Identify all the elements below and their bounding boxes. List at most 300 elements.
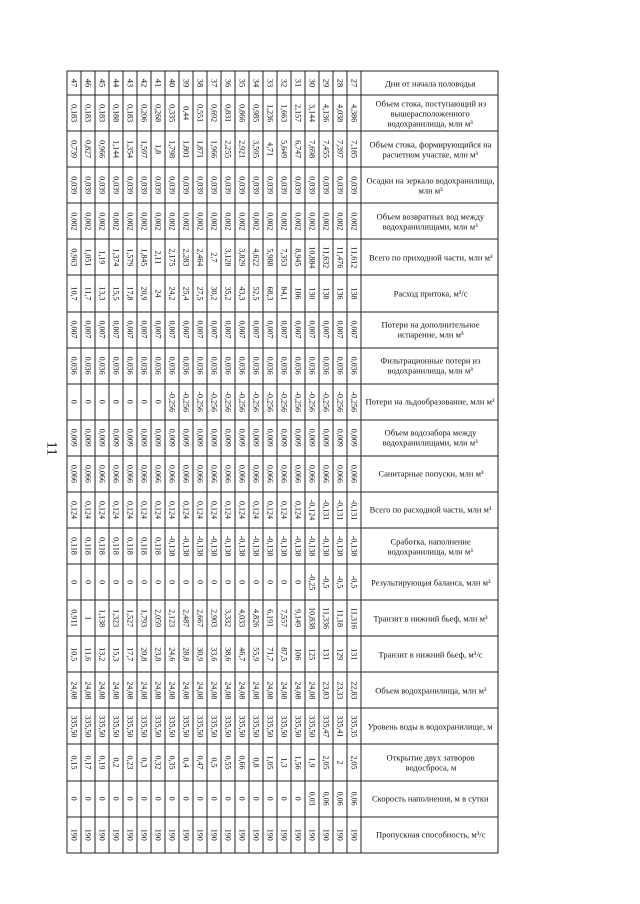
table-cell: 0 (81, 383, 95, 419)
table-row (347, 71, 361, 853)
table-cell: 0 (67, 383, 81, 419)
table-cell: 0,009 (319, 419, 333, 455)
table-cell: 24,08 (193, 672, 207, 708)
table-cell: 0 (137, 383, 151, 419)
table-cell: 24,08 (137, 672, 151, 708)
table-cell: 11,18 (333, 600, 347, 636)
table-cell: 7,397 (333, 131, 347, 167)
table-cell: 0,009 (277, 419, 291, 455)
table-cell: 0,036 (263, 347, 277, 383)
table-cell: 0,124 (81, 491, 95, 527)
table-cell: 2 (333, 744, 347, 780)
table-cell: 0,002 (193, 203, 207, 239)
table-cell: 0,002 (221, 203, 235, 239)
table-cell: 335,50 (151, 708, 165, 744)
table-cell: 0,009 (263, 419, 277, 455)
table-cell: 0,124 (263, 491, 277, 527)
table-cell: 0 (81, 780, 95, 816)
table-cell: -0,138 (291, 527, 305, 563)
rotated-table-container (69, 70, 498, 853)
table-cell: 0,118 (67, 527, 81, 563)
table-cell: 17,7 (123, 636, 137, 672)
table-cell: 335,50 (277, 708, 291, 744)
column-header (361, 311, 498, 347)
table-cell: 0,007 (235, 311, 249, 347)
table-cell: 0,002 (249, 203, 263, 239)
table-cell: 7,353 (277, 239, 291, 275)
table-cell: -0,256 (347, 383, 361, 419)
table-cell: 0,124 (193, 491, 207, 527)
table-cell: 0 (291, 564, 305, 600)
table-cell: 0,066 (179, 455, 193, 491)
table-cell: 0,039 (165, 167, 179, 203)
table-cell: 25,4 (179, 275, 193, 311)
table-cell: 0,124 (109, 491, 123, 527)
table-cell: 0,007 (277, 311, 291, 347)
table-cell: 0 (95, 564, 109, 600)
column-header (361, 383, 498, 419)
table-cell: 136 (333, 275, 347, 311)
table-cell: 0,002 (109, 203, 123, 239)
table-cell: 0,002 (263, 203, 277, 239)
table-cell: 30,9 (193, 636, 207, 672)
table-cell: 2,157 (291, 95, 305, 131)
table-cell: 24,08 (151, 672, 165, 708)
table-cell: 0,007 (165, 311, 179, 347)
day-cell: 43 (123, 71, 137, 95)
table-cell: 0 (291, 780, 305, 816)
table-cell: 0,23 (123, 744, 137, 780)
table-cell: -0,256 (165, 383, 179, 419)
table-cell: 0,009 (207, 419, 221, 455)
table-cell: 335,50 (249, 708, 263, 744)
table-cell: 0 (249, 564, 263, 600)
table-cell: 0 (109, 780, 123, 816)
table-cell: 190 (347, 816, 361, 852)
table-cell: 0,183 (67, 95, 81, 131)
table-cell: 1,354 (123, 131, 137, 167)
table-cell: 0,183 (123, 95, 137, 131)
table-cell: -0,25 (305, 564, 319, 600)
table-row (165, 71, 179, 853)
table-cell: 335,35 (347, 708, 361, 744)
table-cell: 0,007 (221, 311, 235, 347)
table-cell: 84,1 (277, 275, 291, 311)
column-header-label: Открытие двух затворов водосброса, м (385, 751, 475, 772)
table-cell: 0,009 (123, 419, 137, 455)
table-cell: 1,374 (109, 239, 123, 275)
table-cell: 0 (221, 564, 235, 600)
table-cell: 13,3 (95, 275, 109, 311)
table-cell: -0,256 (207, 383, 221, 419)
table-cell: 0,066 (277, 455, 291, 491)
table-cell: 0 (67, 564, 81, 600)
table-cell: 4,71 (263, 131, 277, 167)
table-cell: 0,002 (277, 203, 291, 239)
table-cell: 335,50 (137, 708, 151, 744)
day-cell: 31 (291, 71, 305, 95)
table-cell: 0,039 (249, 167, 263, 203)
table-cell: 0,15 (67, 744, 81, 780)
table-cell: 0,066 (347, 455, 361, 491)
table-cell: 0,039 (291, 167, 305, 203)
table-cell: 190 (319, 816, 333, 852)
table-cell: -0,5 (333, 564, 347, 600)
table-cell: -0,256 (221, 383, 235, 419)
table-cell: 11,632 (319, 239, 333, 275)
table-cell: 0,03 (305, 780, 319, 816)
table-cell: 190 (235, 816, 249, 852)
table-cell: 10,838 (305, 600, 319, 636)
table-cell: 190 (137, 816, 151, 852)
table-cell: 3,144 (305, 95, 319, 131)
table-cell: 0,002 (347, 203, 361, 239)
table-cell: 0,039 (221, 167, 235, 203)
table-cell: 106 (291, 275, 305, 311)
day-cell: 32 (277, 71, 291, 95)
table-cell: 0,036 (179, 347, 193, 383)
table-cell: 0,124 (249, 491, 263, 527)
table-cell: 0,009 (291, 419, 305, 455)
table-cell: 0,007 (123, 311, 137, 347)
table-cell: 24,08 (109, 672, 123, 708)
table-cell: 0,036 (137, 347, 151, 383)
table-cell: 20,9 (137, 275, 151, 311)
table-cell: 335,50 (165, 708, 179, 744)
table-cell: 1,9 (305, 744, 319, 780)
table-cell: 7,185 (347, 131, 361, 167)
table-cell: 1,236 (263, 95, 277, 131)
table-cell: 8,945 (291, 239, 305, 275)
column-header-label: Объем водохранилища, млн м³ (374, 684, 486, 695)
table-cell: 0,19 (95, 744, 109, 780)
column-header (361, 672, 498, 708)
table-cell: 0,002 (333, 203, 347, 239)
table-cell: 0,002 (291, 203, 305, 239)
table-cell: 190 (263, 816, 277, 852)
table-cell: 0,007 (319, 311, 333, 347)
table-cell: 125 (305, 636, 319, 672)
table-cell: 1,8 (151, 131, 165, 167)
table-cell: 0,039 (67, 167, 81, 203)
table-row (291, 71, 305, 853)
table-cell: 138 (319, 275, 333, 311)
table-cell: 0,066 (165, 455, 179, 491)
table-cell: 0,007 (179, 311, 193, 347)
table-row (221, 71, 235, 853)
table-cell: 0,066 (319, 455, 333, 491)
table-cell: 7,455 (319, 131, 333, 167)
table-cell: 0,007 (151, 311, 165, 347)
day-cell: 27 (347, 71, 361, 95)
table-cell: 0,007 (291, 311, 305, 347)
table-cell: 35,2 (221, 275, 235, 311)
table-cell: 0 (193, 780, 207, 816)
table-cell: 0,009 (165, 419, 179, 455)
table-cell: 2,921 (235, 131, 249, 167)
table-cell: 0,118 (137, 527, 151, 563)
table-cell: 24,08 (249, 672, 263, 708)
table-cell: -0,256 (291, 383, 305, 419)
table-cell: 0,183 (95, 95, 109, 131)
table-cell: 0,009 (109, 419, 123, 455)
table-cell: -0,256 (333, 383, 347, 419)
table-cell: 0,009 (235, 419, 249, 455)
table-cell: -0,138 (305, 527, 319, 563)
table-row (305, 71, 319, 853)
table-cell: 0,2 (109, 744, 123, 780)
table-cell: 335,47 (319, 708, 333, 744)
table-cell: 1 (81, 600, 95, 636)
table-cell: 0,002 (123, 203, 137, 239)
table-cell: -0,256 (235, 383, 249, 419)
day-cell: 40 (165, 71, 179, 95)
table-cell: 20,8 (137, 636, 151, 672)
table-row (249, 71, 263, 853)
table-cell: 106 (291, 636, 305, 672)
table-cell: 2,7 (207, 239, 221, 275)
table-cell: 0,551 (193, 95, 207, 131)
table-cell: 0,039 (277, 167, 291, 203)
table-cell: 0 (249, 780, 263, 816)
table-cell: 0,066 (333, 455, 347, 491)
table-cell: 24,08 (263, 672, 277, 708)
table-cell: 0,039 (95, 167, 109, 203)
table-cell: 0,831 (221, 95, 235, 131)
table-cell: 24,08 (221, 672, 235, 708)
table-cell: 2,05 (347, 744, 361, 780)
table-cell: 15,5 (109, 275, 123, 311)
column-header (361, 780, 498, 816)
column-header (361, 239, 498, 275)
table-cell: 0,007 (249, 311, 263, 347)
table-cell: 0,118 (151, 527, 165, 563)
table-cell: 0,002 (305, 203, 319, 239)
table-cell: 335,50 (263, 708, 277, 744)
table-cell: 0 (263, 564, 277, 600)
table-cell: 24,08 (123, 672, 137, 708)
table-cell: 0,036 (305, 347, 319, 383)
table-row (137, 71, 151, 853)
table-cell: 0 (193, 564, 207, 600)
table-cell: 0,118 (95, 527, 109, 563)
column-header (361, 636, 498, 672)
table-cell: 1,138 (95, 600, 109, 636)
day-cell: 45 (95, 71, 109, 95)
table-cell: 10,884 (305, 239, 319, 275)
table-cell: 2,283 (179, 239, 193, 275)
day-cell: 37 (207, 71, 221, 95)
table-cell: 23,33 (333, 672, 347, 708)
table-cell: -0,5 (347, 564, 361, 600)
table-cell: -0,256 (319, 383, 333, 419)
table-cell: 4,386 (347, 95, 361, 131)
table-cell: 0,039 (333, 167, 347, 203)
table-cell: 5,988 (263, 239, 277, 275)
table-cell: -0,138 (263, 527, 277, 563)
day-cell: 28 (333, 71, 347, 95)
table-cell: 4,033 (235, 600, 249, 636)
table-cell: 138 (347, 275, 361, 311)
table-cell: 55,9 (249, 636, 263, 672)
table-cell: 0,066 (67, 455, 81, 491)
table-cell: 10,5 (67, 636, 81, 672)
table-cell: 0 (207, 780, 221, 816)
table-cell: -0,138 (347, 527, 361, 563)
day-cell: 38 (193, 71, 207, 95)
table-cell: 335,50 (179, 708, 193, 744)
table-cell: 4,826 (249, 600, 263, 636)
table-cell: 0,009 (193, 419, 207, 455)
table-cell: 0 (81, 564, 95, 600)
table-cell: 190 (333, 816, 347, 852)
day-cell: 33 (263, 71, 277, 95)
table-row (263, 71, 277, 853)
table-cell: 7,557 (277, 600, 291, 636)
table-cell: 1,19 (95, 239, 109, 275)
table-cell: 0,002 (151, 203, 165, 239)
table-cell: 335,50 (81, 708, 95, 744)
table-cell: 0,066 (263, 455, 277, 491)
table-cell: 24,08 (277, 672, 291, 708)
table-cell: 15,3 (109, 636, 123, 672)
table-cell: 11,316 (347, 600, 361, 636)
table-cell: 2,667 (193, 600, 207, 636)
table-cell: 0,124 (179, 491, 193, 527)
column-header (361, 131, 498, 167)
table-cell: 3,595 (249, 131, 263, 167)
table-cell: 0,036 (277, 347, 291, 383)
table-cell: 1,966 (207, 131, 221, 167)
table-cell: 0,066 (137, 455, 151, 491)
table-cell: 1,597 (137, 131, 151, 167)
table-cell: 0,911 (67, 600, 81, 636)
table-cell: 24,08 (165, 672, 179, 708)
table-cell: 335,50 (291, 708, 305, 744)
table-cell: 0 (137, 564, 151, 600)
table-cell: 129 (333, 636, 347, 672)
table-cell: 0,985 (249, 95, 263, 131)
table-cell: 4,622 (249, 239, 263, 275)
table-cell: 24,6 (165, 636, 179, 672)
table-cell: 11,612 (347, 239, 361, 275)
column-header (361, 600, 498, 636)
column-header-label: Сработка, наполнение водохранилища, млн м³ (387, 535, 473, 556)
table-cell: 1,579 (123, 239, 137, 275)
table-cell: 2,175 (165, 239, 179, 275)
table-cell: 335,50 (193, 708, 207, 744)
table-cell: 0,036 (221, 347, 235, 383)
table-cell: 0,039 (109, 167, 123, 203)
table-cell: 0,124 (67, 491, 81, 527)
table-cell: -0,256 (305, 383, 319, 419)
table-cell: 0,009 (67, 419, 81, 455)
table-cell: 0,002 (165, 203, 179, 239)
table-cell: 24 (151, 275, 165, 311)
table-cell: 0,002 (235, 203, 249, 239)
table-cell: 23,8 (151, 636, 165, 672)
table-cell: -0,256 (263, 383, 277, 419)
table-cell: 0,118 (109, 527, 123, 563)
table-cell: 0,039 (207, 167, 221, 203)
table-cell: 0,866 (235, 95, 249, 131)
table-cell: 24,08 (179, 672, 193, 708)
table-cell: 0,036 (291, 347, 305, 383)
table-cell: 0 (109, 383, 123, 419)
table-cell: 0,036 (95, 347, 109, 383)
water-balance-table (66, 70, 498, 853)
table-cell: 1,323 (109, 600, 123, 636)
table-cell: 0,44 (179, 95, 193, 131)
table-cell: 3,829 (235, 239, 249, 275)
table-cell: -0,256 (193, 383, 207, 419)
table-cell: 1,871 (193, 131, 207, 167)
table-cell: 0,009 (347, 419, 361, 455)
table-cell: 1,845 (137, 239, 151, 275)
day-cell: 42 (137, 71, 151, 95)
column-header (361, 564, 498, 600)
table-cell: -0,5 (319, 564, 333, 600)
table-cell: -0,131 (333, 491, 347, 527)
table-cell: 0,066 (109, 455, 123, 491)
table-cell: 0,002 (137, 203, 151, 239)
table-cell: 190 (165, 816, 179, 852)
page-number: 11 (43, 441, 60, 456)
table-row (151, 71, 165, 853)
table-cell: 0,47 (193, 744, 207, 780)
table-cell: 6,191 (263, 600, 277, 636)
table-cell: 2,123 (165, 600, 179, 636)
table-cell: 2,255 (221, 131, 235, 167)
table-cell: 0,066 (151, 455, 165, 491)
table-cell: 0,007 (95, 311, 109, 347)
table-cell: 24,08 (235, 672, 249, 708)
column-header-label: Всего по приходной части, млн м³ (368, 251, 492, 262)
table-cell: 10,7 (67, 275, 81, 311)
table-cell: 1,801 (179, 131, 193, 167)
table-cell: 0,268 (151, 95, 165, 131)
table-cell: 0 (123, 564, 137, 600)
table-cell: 131 (319, 636, 333, 672)
table-row (235, 71, 249, 853)
table-cell: 0,739 (67, 131, 81, 167)
table-cell: 0,35 (165, 744, 179, 780)
table-cell: 0 (221, 780, 235, 816)
table-cell: 0,06 (319, 780, 333, 816)
table-cell: 11,6 (81, 636, 95, 672)
column-header (361, 744, 498, 780)
table-cell: 0 (67, 780, 81, 816)
table-cell: 0,039 (319, 167, 333, 203)
table-cell: -0,256 (277, 383, 291, 419)
table-cell: 0,036 (249, 347, 263, 383)
table-cell: 0,039 (347, 167, 361, 203)
table-cell: 0 (95, 780, 109, 816)
column-header-label: Объем стока, поступающий из вышерасположенного водохранилища, млн м³ (374, 97, 486, 128)
table-cell: 335,50 (67, 708, 81, 744)
table-cell: 0,124 (207, 491, 221, 527)
table-cell: 0,066 (207, 455, 221, 491)
table-cell: 0 (151, 383, 165, 419)
column-header (361, 816, 498, 852)
column-header-label: Санитарные попуски, млн м³ (377, 468, 483, 479)
table-cell: 6,747 (291, 131, 305, 167)
table-cell: 190 (305, 816, 319, 852)
table-cell: 0,039 (263, 167, 277, 203)
table-cell: 0,007 (67, 311, 81, 347)
table-cell: 335,50 (305, 708, 319, 744)
table-cell: 33,6 (207, 636, 221, 672)
